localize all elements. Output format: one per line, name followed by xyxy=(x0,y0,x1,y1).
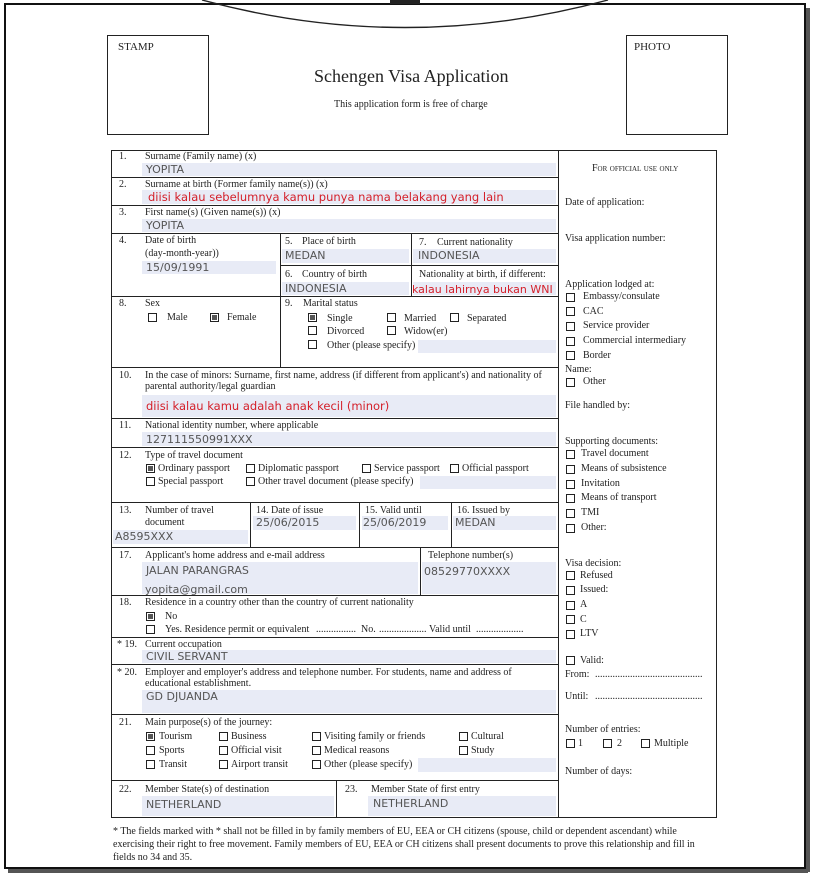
residence-valid-until-dots[interactable]: ................... xyxy=(476,624,524,635)
official-column-divider xyxy=(558,150,559,818)
purpose-sports-checkbox[interactable] xyxy=(146,746,155,755)
field-5-number: 5. xyxy=(285,236,293,247)
occupation-value: CIVIL SERVANT xyxy=(146,650,228,663)
marital-single-label: Single xyxy=(327,313,353,324)
official-travel-doc-label: Travel document xyxy=(581,448,649,459)
official-cac-checkbox[interactable] xyxy=(566,307,575,316)
official-number-of-entries: Number of entries: xyxy=(565,724,641,735)
purpose-airport-transit-checkbox[interactable] xyxy=(219,760,228,769)
official-valid-label: Valid: xyxy=(580,655,604,666)
sex-male-label: Male xyxy=(167,312,188,323)
official-passport-label: Official passport xyxy=(462,463,529,474)
photo-label: PHOTO xyxy=(634,41,671,53)
nationality-at-birth-label: Nationality at birth, if different: xyxy=(419,269,546,280)
official-border-checkbox[interactable] xyxy=(566,351,575,360)
purpose-sports-label: Sports xyxy=(159,745,185,756)
ordinary-passport-checkbox[interactable] xyxy=(146,464,155,473)
special-passport-checkbox[interactable] xyxy=(146,477,155,486)
field-10-number: 10. xyxy=(119,370,132,381)
official-travel-doc-checkbox[interactable] xyxy=(566,450,575,459)
employer-label-2: educational establishment. xyxy=(145,678,252,689)
official-until-label: Until: xyxy=(565,691,589,702)
surname-value: YOPITA xyxy=(146,163,185,176)
nationality-at-birth-note: kalau lahirnya bukan WNI xyxy=(412,283,553,296)
form-subtitle: This application form is free of charge xyxy=(334,99,488,110)
official-tmi-checkbox[interactable] xyxy=(566,509,575,518)
current-nationality-label: Current nationality xyxy=(437,237,513,248)
residence-no-checkbox[interactable] xyxy=(146,612,155,621)
purpose-transit-checkbox[interactable] xyxy=(146,760,155,769)
purpose-other-label: Other (please specify) xyxy=(324,759,413,770)
official-service-provider-checkbox[interactable] xyxy=(566,322,575,331)
official-use-title: For official use only xyxy=(592,163,679,174)
dob-label: Date of birth xyxy=(145,235,197,246)
place-of-birth-label: Place of birth xyxy=(302,236,356,247)
official-a-checkbox[interactable] xyxy=(566,601,575,610)
home-address-label: Applicant's home address and e-mail address xyxy=(145,550,325,561)
photo-box xyxy=(626,35,728,135)
marital-divorced-checkbox[interactable] xyxy=(308,326,317,335)
official-visa-app-number: Visa application number: xyxy=(565,233,666,244)
official-service-provider-label: Service provider xyxy=(583,320,650,331)
field-12-number: 12. xyxy=(119,450,132,461)
first-name-value: YOPITA xyxy=(146,219,185,232)
marital-other-checkbox[interactable] xyxy=(308,340,317,349)
residence-yes-checkbox[interactable] xyxy=(146,625,155,634)
purpose-other-field[interactable] xyxy=(418,758,556,772)
official-a-label: A xyxy=(580,599,588,610)
email-value: yopita@gmail.com xyxy=(145,583,248,596)
official-tmi-label: TMI xyxy=(581,507,600,518)
destination-value: NETHERLAND xyxy=(146,798,222,811)
other-travel-doc-checkbox[interactable] xyxy=(246,477,255,486)
stamp-label: STAMP xyxy=(118,41,154,53)
valid-until-label: 15. Valid until xyxy=(365,505,422,516)
sex-male-checkbox[interactable] xyxy=(148,313,157,322)
official-ltv-label: LTV xyxy=(580,628,599,639)
page-shadow-right xyxy=(806,8,810,872)
official-entries-2-checkbox[interactable] xyxy=(603,739,612,748)
purpose-cultural-checkbox[interactable] xyxy=(459,732,468,741)
top-curve-decoration xyxy=(200,0,610,32)
stamp-box xyxy=(107,35,209,135)
valid-until-value: 25/06/2019 xyxy=(363,516,427,529)
purpose-medical-label: Medical reasons xyxy=(324,745,390,756)
field-1-number: 1. xyxy=(119,151,127,162)
official-entries-1-checkbox[interactable] xyxy=(566,739,575,748)
marital-widow-checkbox[interactable] xyxy=(387,326,396,335)
official-issued-label: Issued: xyxy=(580,584,609,595)
official-other-checkbox[interactable] xyxy=(566,378,575,387)
purpose-study-checkbox[interactable] xyxy=(459,746,468,755)
official-date-of-application: Date of application: xyxy=(565,197,645,208)
marital-widow-label: Widow(er) xyxy=(404,326,448,337)
purpose-official-visit-label: Official visit xyxy=(231,745,282,756)
official-from-dots[interactable]: ........................................... xyxy=(595,669,703,680)
purpose-official-visit-checkbox[interactable] xyxy=(219,746,228,755)
marital-divorced-label: Divorced xyxy=(327,326,365,337)
surname-field[interactable] xyxy=(142,163,556,176)
official-visa-decision: Visa decision: xyxy=(565,558,622,569)
official-c-checkbox[interactable] xyxy=(566,615,575,624)
place-of-birth-value: MEDAN xyxy=(285,249,326,262)
travel-doc-type-label: Type of travel document xyxy=(145,450,243,461)
residence-yes-label: Yes. Residence permit or equivalent xyxy=(165,624,310,635)
field-19-number: * 19. xyxy=(117,639,137,650)
occupation-label: Current occupation xyxy=(145,639,222,650)
marital-other-field[interactable] xyxy=(418,340,556,353)
purpose-business-label: Business xyxy=(231,731,267,742)
official-subsistence-label: Means of subsistence xyxy=(581,463,667,474)
first-name-field[interactable] xyxy=(142,219,556,232)
travel-doc-number-label: Number of travel xyxy=(145,505,214,516)
sex-label: Sex xyxy=(145,298,160,309)
country-of-birth-value: INDONESIA xyxy=(285,282,347,295)
official-invitation-checkbox[interactable] xyxy=(566,480,575,489)
travel-doc-number-value: A8595XXX xyxy=(115,530,174,543)
field-20-number: * 20. xyxy=(117,667,137,678)
official-ltv-checkbox[interactable] xyxy=(566,630,575,639)
first-name-label: First name(s) (Given name(s)) (x) xyxy=(145,207,281,218)
purpose-tourism-checkbox[interactable] xyxy=(146,732,155,741)
current-nationality-value: INDONESIA xyxy=(418,249,480,262)
issued-by-value: MEDAN xyxy=(455,516,496,529)
residence-permit-number-dots[interactable]: ................... xyxy=(379,624,427,635)
travel-doc-number-label-2: document xyxy=(145,517,185,528)
marital-other-label: Other (please specify) xyxy=(327,340,416,351)
form-title: Schengen Visa Application xyxy=(314,66,509,86)
official-from-label: From: xyxy=(565,669,590,680)
official-cac-label: CAC xyxy=(583,306,604,317)
sex-female-label: Female xyxy=(227,312,257,323)
diplomatic-passport-checkbox[interactable] xyxy=(246,464,255,473)
official-passport-checkbox[interactable] xyxy=(450,464,459,473)
purpose-airport-transit-label: Airport transit xyxy=(231,759,288,770)
footer-note-line-1: * The fields marked with * shall not be filled in by family members of EU, EEA or CH citizens (spouse, child or dependent ascendant) while xyxy=(113,826,677,837)
field-9-number: 9. xyxy=(285,298,293,309)
official-entries-2-label: 2 xyxy=(617,738,622,749)
official-entries-multiple-checkbox[interactable] xyxy=(641,739,650,748)
national-id-value: 127111550991XXX xyxy=(146,433,253,446)
special-passport-label: Special passport xyxy=(158,476,224,487)
field-8-number: 8. xyxy=(119,298,127,309)
official-embassy-label: Embassy/consulate xyxy=(583,291,660,302)
marital-separated-checkbox[interactable] xyxy=(450,313,459,322)
marital-status-label: Marital status xyxy=(303,298,358,309)
official-other-label: Other xyxy=(583,376,606,387)
field-3-number: 3. xyxy=(119,207,127,218)
other-travel-doc-label: Other travel document (please specify) xyxy=(258,476,414,487)
official-subsistence-checkbox[interactable] xyxy=(566,465,575,474)
official-other2-checkbox[interactable] xyxy=(566,524,575,533)
official-name-label: Name: xyxy=(565,364,592,375)
official-invitation-label: Invitation xyxy=(581,478,620,489)
official-entries-1-label: 1 xyxy=(578,738,583,749)
marital-married-label: Married xyxy=(404,313,437,324)
employer-label: Employer and employer's address and telephone number. For students, name and address of xyxy=(145,667,512,678)
first-entry-value: NETHERLAND xyxy=(373,797,449,810)
field-21-number: 21. xyxy=(119,717,132,728)
marital-married-checkbox[interactable] xyxy=(387,313,396,322)
footer-note-line-3: fields no 34 and 35. xyxy=(113,852,193,863)
field-23-number: 23. xyxy=(345,784,358,795)
purpose-visiting-checkbox[interactable] xyxy=(312,732,321,741)
official-commercial-label: Commercial intermediary xyxy=(583,335,687,346)
purpose-visiting-label: Visiting family or friends xyxy=(324,731,426,742)
official-valid-checkbox[interactable] xyxy=(566,656,575,665)
field-4-number: 4. xyxy=(119,235,127,246)
official-border-label: Border xyxy=(583,350,611,361)
residence-label: Residence in a country other than the country of current nationality xyxy=(145,597,414,608)
marital-single-checkbox[interactable] xyxy=(308,313,317,322)
field-13-number: 13. xyxy=(119,505,132,516)
official-lodged-at: Application lodged at: xyxy=(565,279,655,290)
marital-separated-label: Separated xyxy=(467,313,507,324)
residence-permit-dots[interactable]: ................ xyxy=(316,624,356,635)
diplomatic-passport-label: Diplomatic passport xyxy=(258,463,339,474)
official-transport-checkbox[interactable] xyxy=(566,494,575,503)
date-of-issue-label: 14. Date of issue xyxy=(256,505,324,516)
residence-no-label: No xyxy=(165,611,178,622)
official-number-of-days: Number of days: xyxy=(565,766,633,777)
employer-value: GD DJUANDA xyxy=(146,690,218,703)
destination-label: Member State(s) of destination xyxy=(145,784,270,795)
official-issued-checkbox[interactable] xyxy=(566,586,575,595)
official-supporting-docs: Supporting documents: xyxy=(565,436,659,447)
service-passport-label: Service passport xyxy=(374,463,440,474)
footer-note-line-2: exercising their right to free movement. Family members of EU, EEA or CH citizens shall present documents to prove this relationship and fill in xyxy=(113,839,695,850)
purpose-cultural-label: Cultural xyxy=(471,731,504,742)
field-17-number: 17. xyxy=(119,550,132,561)
purpose-transit-label: Transit xyxy=(159,759,187,770)
purpose-study-label: Study xyxy=(471,745,495,756)
minors-note: diisi kalau kamu adalah anak kecil (minor) xyxy=(146,399,390,413)
home-address-value: JALAN PARANGRAS xyxy=(146,564,249,577)
dob-value: 15/09/1991 xyxy=(146,261,210,274)
purpose-medical-checkbox[interactable] xyxy=(312,746,321,755)
official-until-dots[interactable]: ........................................... xyxy=(595,691,703,702)
purpose-other-checkbox[interactable] xyxy=(312,760,321,769)
first-entry-label: Member State of first entry xyxy=(371,784,480,795)
official-commercial-checkbox[interactable] xyxy=(566,337,575,346)
official-entries-multiple-label: Multiple xyxy=(654,738,689,749)
page-shadow-bottom xyxy=(8,869,808,873)
minors-label: In the case of minors: Surname, first name, address (if different from applicant's) and nationality of xyxy=(145,370,542,381)
telephone-value: 08529770XXXX xyxy=(424,565,511,578)
field-6-number: 6. xyxy=(285,269,293,280)
surname-label: Surname (Family name) (x) xyxy=(145,151,257,162)
residence-valid-until-label: Valid until xyxy=(429,624,471,635)
official-refused-checkbox[interactable] xyxy=(566,571,575,580)
surname-at-birth-note: diisi kalau sebelumnya kamu punya nama belakang yang lain xyxy=(148,190,504,204)
purpose-label: Main purpose(s) of the journey: xyxy=(145,717,273,728)
field-18-number: 18. xyxy=(119,597,132,608)
field-7-number: 7. xyxy=(419,237,427,248)
sex-female-checkbox[interactable] xyxy=(210,313,219,322)
other-travel-doc-field[interactable] xyxy=(420,476,556,489)
ordinary-passport-label: Ordinary passport xyxy=(158,463,230,474)
purpose-business-checkbox[interactable] xyxy=(219,732,228,741)
field-2-number: 2. xyxy=(119,179,127,190)
official-transport-label: Means of transport xyxy=(581,492,657,503)
official-embassy-checkbox[interactable] xyxy=(566,293,575,302)
service-passport-checkbox[interactable] xyxy=(362,464,371,473)
field-11-number: 11. xyxy=(119,420,132,431)
issued-by-label: 16. Issued by xyxy=(457,505,511,516)
telephone-label: Telephone number(s) xyxy=(428,550,514,561)
date-of-issue-value: 25/06/2015 xyxy=(256,516,320,529)
purpose-tourism-label: Tourism xyxy=(159,731,193,742)
national-id-label: National identity number, where applicable xyxy=(145,420,319,431)
surname-at-birth-label: Surname at birth (Former family name(s)) (x) xyxy=(145,179,328,190)
residence-permit-no-label: No. xyxy=(361,624,376,635)
minors-label-2: parental authority/legal guardian xyxy=(145,381,276,392)
official-handled-by: File handled by: xyxy=(565,400,630,411)
country-of-birth-label: Country of birth xyxy=(302,269,367,280)
field-22-number: 22. xyxy=(119,784,132,795)
official-other2-label: Other: xyxy=(581,522,607,533)
official-c-label: C xyxy=(580,614,587,625)
official-refused-label: Refused xyxy=(580,570,613,581)
dob-format-label: (day-month-year)) xyxy=(145,248,219,259)
